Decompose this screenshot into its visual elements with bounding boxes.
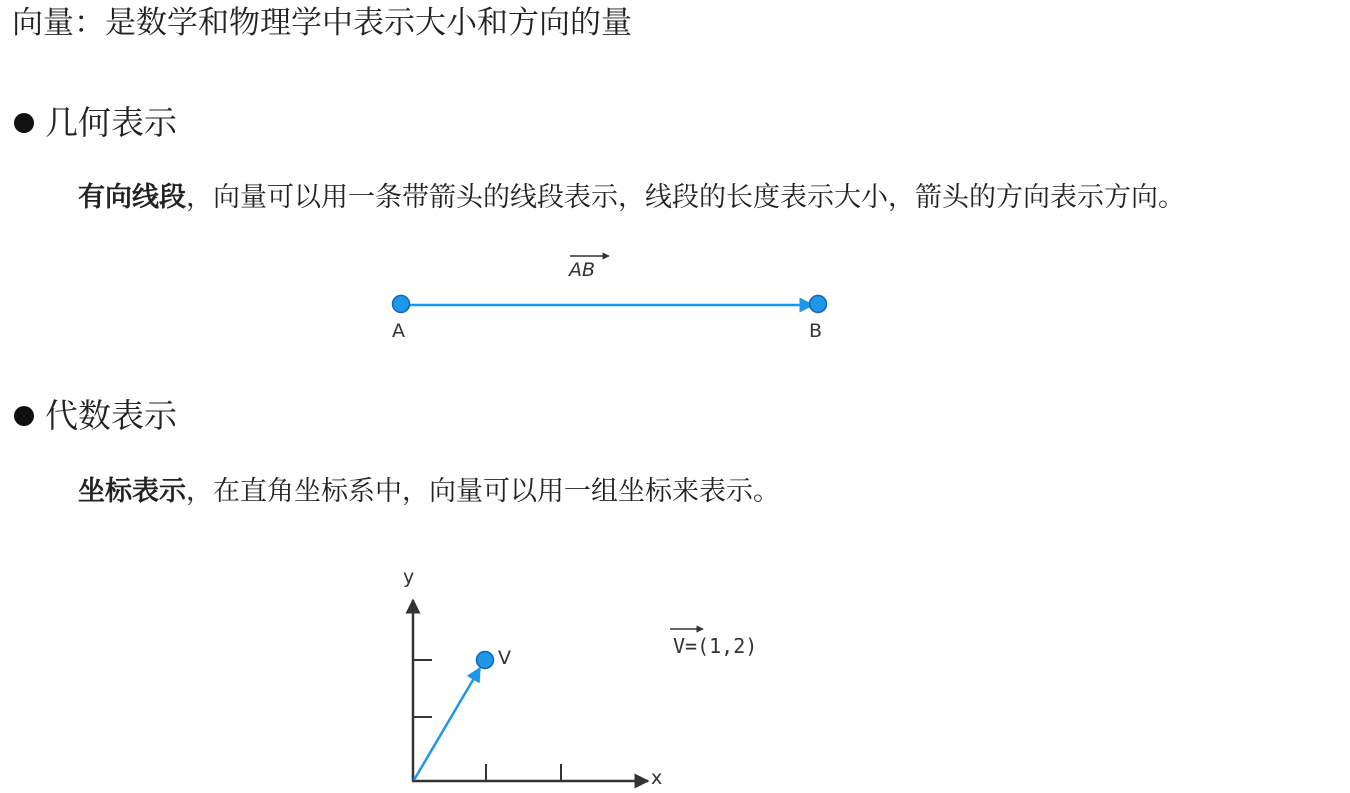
formula-coordinates: =(1,2) [685, 634, 758, 658]
coordinate-figure [403, 566, 757, 789]
point-b-label: B [809, 320, 823, 342]
algebraic-description [78, 474, 780, 510]
bullet-icon [14, 406, 34, 426]
point-b [810, 296, 827, 313]
vector-ab-label: AB [569, 259, 596, 281]
geometric-figure [392, 256, 827, 342]
y-axis-label: y [403, 566, 415, 588]
point-a-label: A [392, 320, 405, 342]
point-v-label: V [498, 647, 511, 669]
formula-vector-name: V [673, 634, 686, 658]
vector-formula [673, 634, 757, 658]
point-v [477, 652, 494, 669]
page-title: 向量：是数学和物理学中表示大小和方向的量 [12, 5, 632, 41]
section-heading-text: 代数表示 [45, 396, 177, 435]
geometric-description-text: ，向量可以用一条带箭头的线段表示，线段的长度表示大小，箭头的方向表示方向。 [186, 182, 1185, 213]
point-a [393, 296, 410, 313]
term-coordinate: 坐标表示 [78, 476, 186, 507]
section-heading-text: 几何表示 [45, 103, 177, 142]
vector-v-line [414, 668, 480, 780]
term-directed-segment: 有向线段 [78, 182, 186, 213]
algebraic-description-text: ，在直角坐标系中，向量可以用一组坐标来表示。 [186, 476, 780, 507]
x-axis-label: x [651, 767, 663, 789]
section-heading-algebraic [14, 395, 177, 437]
